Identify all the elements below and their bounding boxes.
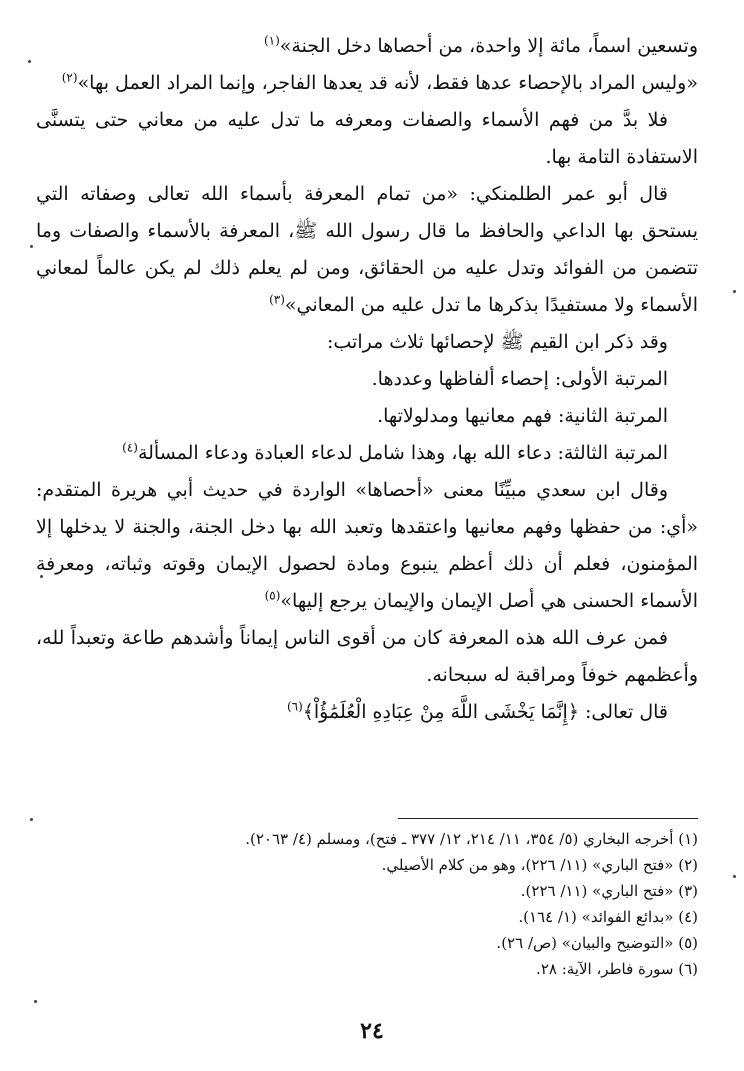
scan-speck [34,1000,37,1003]
paragraph [36,435,698,472]
paragraph-text: المرتبة الثالثة: دعاء الله بها، وهذا شامل لدعاء العبادة ودعاء المسألة [137,442,668,464]
footnote-divider [398,818,698,819]
footnote-item: (٣) «فتح الباري» (١١/ ٢٢٦). [520,882,698,900]
scan-speck [30,245,33,248]
scan-speck [733,875,736,878]
paragraph [36,361,698,398]
footnote-item: (٢) «فتح الباري» (١١/ ٢٢٦)، وهو من كلام الأصيلي. [381,856,698,874]
footnotes [36,826,698,982]
footnote-marker: (٤) [122,440,138,455]
footnote-item: (٤) «بدائع الفوائد» (١/ ١٦٤). [518,908,698,926]
footnote-item: (١) أخرجه البخاري (٥/ ٣٥٤، ١١/ ٢١٤، ١٢/ ٣٧٧ ـ فتح)، ومسلم (٤/ ٢٠٦٣). [245,830,698,848]
main-text [36,28,698,731]
paragraph-text: «وليس المراد بالإحصاء عدها فقط، لأنه قد يعدها الفاجر، وإنما المراد العمل بها» [77,72,698,94]
paragraph-text: وتسعين اسماً، مائة إلا واحدة، من أحصاها دخل الجنة» [279,35,698,57]
paragraph [36,398,698,435]
paragraph [36,620,698,694]
paragraph-text: وقد ذكر ابن القيم ﷺ لإحصائها ثلاث مراتب: [326,331,668,353]
paragraph [36,694,698,731]
paragraph-text: قال أبو عمر الطلمنكي: «من تمام المعرفة بأسماء الله تعالى وصفاته التي يستحق بها الداعي والحافظ ما قال رسول الله ﷺ، المعرفة بالأسماء والصفات وما تتضمن من الفوائد وتدل عليه من الحقائق، ومن لم يعلم ذلك لم يكن عالماً لمعاني الأسماء ولا مستفيدًا بذكرها ما تدل عليه من المعاني» [36,183,698,316]
paragraph [36,176,698,324]
paragraph-text: المرتبة الثانية: فهم معانيها ومدلولاتها. [377,405,668,427]
page-number: ٢٤ [360,1018,384,1044]
footnote-item: (٦) سورة فاطر، الآية: ٢٨. [536,960,698,978]
paragraph [36,324,698,361]
paragraph-text: قال تعالى: ﴿إِنَّمَا يَخْشَى اللَّهَ مِنْ عِبَادِهِ الْعُلَمَٰؤُاْ﴾ [302,701,668,723]
footnote-marker: (٣) [269,292,285,307]
footnote-marker: (٥) [264,588,281,603]
scan-speck [733,290,736,293]
paragraph-text: فلا بدَّ من فهم الأسماء والصفات ومعرفه ما تدل عليه من معاني حتى يتسنَّى الاستفادة التامة بها. [36,109,698,168]
paragraph-text: وقال ابن سعدي مبيِّنًا معنى «أحصاها» الواردة في حديث أبي هريرة المتقدم: «أي: من حفظها وفهم معانيها واعتقدها وتعبد الله بها دخل الجنة، والجنة لا يدخلها إلا المؤمنون، فعلم أن ذلك أعظم ينبوع ومادة لحصول الإيمان وقوته وثباته، ومعرفة الأسماء الحسنى هي أصل الإيمان والإيمان يرجع إليها» [36,479,698,612]
scan-speck [30,818,33,821]
footnote-marker: (١) [263,33,280,48]
scan-speck [28,60,31,63]
footnote-marker: (٢) [61,70,78,85]
paragraph-text: المرتبة الأولى: إحصاء ألفاظها وعددها. [371,368,668,390]
paragraph-text: فمن عرف الله هذه المعرفة كان من أقوى الناس إيماناً وأشدهم طاعة وتعبداً لله، وأعظمهم خوفاً ومراقبة له سبحانه. [36,627,698,686]
paragraph [36,65,698,102]
paragraph [36,102,698,176]
paragraph [36,28,698,65]
footnote-item: (٥) «التوضيح والبيان» (ص/ ٢٦). [496,934,698,952]
footnote-marker: (٦) [286,699,303,714]
scan-speck [40,575,43,578]
paragraph [36,472,698,620]
